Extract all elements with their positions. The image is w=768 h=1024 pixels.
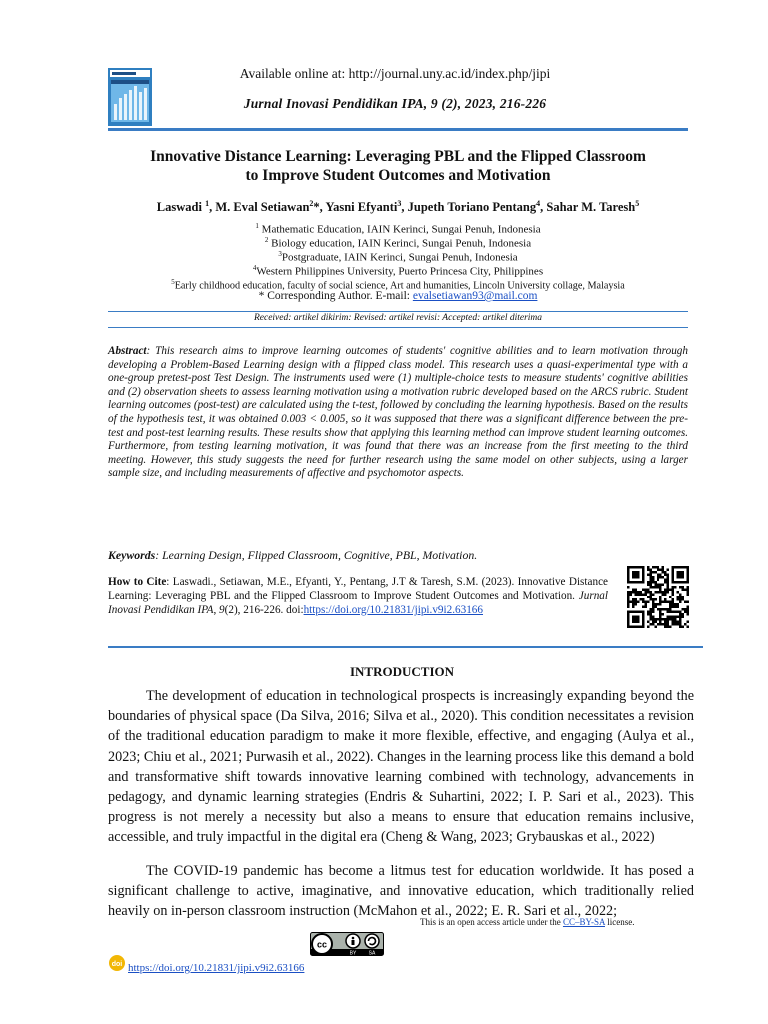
keywords-text: : Learning Design, Flipped Classroom, Cognitive, PBL, Motivation.: [155, 548, 478, 562]
received-dates: Received: artikel dikirim: Revised: artikel revisi: Accepted: artikel diterima: [253, 313, 543, 323]
affiliation-text: Postgraduate, IAIN Kerinci, Sungai Penuh, Indonesia: [281, 251, 518, 264]
title-line-2: to Improve Student Outcomes and Motivation: [245, 167, 551, 184]
affiliation-mark: 5: [171, 278, 175, 286]
keywords-label: Keywords: [108, 548, 156, 562]
introduction-paragraph-1: The development of education in technological prospects is increasingly expanding beyond the boundaries of physical space (Da Silva, 2016; Silva et al., 2020). This condition necessitates a revision of the traditional education paradigm to make it more flexible, effective, and engaging (Aulya et al., 2023; Chiu et al., 2021; Purwasih et al., 2022). Changes in the learning process like this demand a bold and transformative shift towards innovative learning combined with technology, advancements in pedagogy, and dynamic learning strategies (Endris & Suhartini, 2022; I. P. Sari et al., 2023). This progress is not merely a necessity but also a means to ensure that education remains inclusive, accessible, and truly impactful in the digital era (Cheng & Wang, 2023; Grybauskas et al., 2022): [108, 688, 694, 846]
available-online-line: Available online at: http://journal.uny.ac.id/index.php/jipi: [239, 66, 551, 81]
author-affiliation-mark: 3: [397, 199, 402, 208]
svg-text:SA: SA: [368, 950, 376, 956]
author-affiliation-mark: 1: [205, 199, 210, 208]
corresponding-label: * Corresponding Author. E-mail:: [258, 290, 413, 302]
affiliation-mark: 3: [278, 250, 282, 258]
author-affiliation-mark: 2: [309, 199, 314, 208]
footer-doi-link[interactable]: https://doi.org/10.21831/jipi.v9i2.63166: [128, 962, 305, 974]
corresponding-author: [108, 289, 688, 303]
corresponding-mark: *: [313, 200, 320, 215]
paper-title: [108, 147, 688, 185]
author-name: Jupeth Toriano Pentang: [407, 200, 537, 215]
doi-icon: [108, 954, 128, 972]
journal-cover-logo: [108, 68, 152, 126]
affiliation-text: Biology education, IAIN Kerinci, Sungai Penuh, Indonesia: [268, 237, 532, 250]
keywords: [108, 548, 688, 563]
section-rule: [108, 646, 703, 648]
cite-volume: 9: [219, 603, 225, 616]
svg-text:cc: cc: [316, 939, 328, 950]
received-rule-bottom: [108, 327, 688, 328]
affiliation-text: Western Philippines University, Puerto Princesa City, Philippines: [256, 265, 544, 278]
received-rule-top: [108, 311, 688, 312]
cite-volume-pre: ,: [213, 603, 220, 616]
affiliation-mark: 4: [252, 264, 257, 272]
author-list: Laswadi $^1$, M. Eval Setiawan$^2$*, Yasni Efyanti$^3$, Jupeth Toriano Pentang$^4$, Sahar M. Taresh$^5$: [156, 199, 640, 215]
cc-by-sa-badge-icon[interactable]: [310, 932, 384, 956]
license-link[interactable]: CC–BY-SA: [562, 917, 605, 927]
license-post-text: license.: [604, 917, 635, 927]
journal-citation-header: Jurnal Inovasi Pendidikan IPA, 9 (2), 2023, 216-226: [243, 96, 547, 111]
license-pre-text: This is an open access article under the: [420, 917, 563, 927]
cite-issue-pages: (2), 216-226. doi:: [224, 603, 304, 616]
affiliation-mark: 2: [264, 236, 269, 244]
author-name: Sahar M. Taresh: [546, 200, 636, 215]
introduction-paragraph-2: The COVID-19 pandemic has become a litmus test for education worldwide. It has posed a significant challenge to active, imaginative, and innovative education, which traditionally relied heavily on in-person classroom instruction (McMahon et al., 2022; E. R. Sari et al., 2022;: [108, 863, 694, 920]
abstract-text: : This research aims to improve learning outcomes of students' cognitive abilities and to learn motivation through developing a Problem-Based Learning design with a flipped class model. This research uses a quasi-experimental type with a one-group pretest-post Test Design. The instruments used were (1) multiple-choice tests to measure students' cognitive abilities and (2) observation sheets to assess learning motivation using a motivation rubric developed based on the ARCS rubric. Student learning outcomes (post-test) are calculated using the t-test, followed by concluding the learning hypothesis. Based on the results of the hypothesis test, it was obtained 0.003 < 0.005, so it was supposed that there was a significant difference between the pre-test and post-test learning results. These results show that applying this learning method can improve student learning outcomes. Furthermore, from testing learning motivation, it was found that there was an increase from the first meeting to the third meeting. However, this study suggests the need for further research using the same model on other subjects, using a larger sample size, and including measurements of affective and psychomotor aspects.: [108, 345, 688, 480]
abstract: [108, 345, 688, 481]
license-note: [420, 917, 720, 927]
cite-journal: Jurnal Inovasi Pendidikan IPA: [108, 589, 608, 616]
title-line-1: Innovative Distance Learning: Leveraging PBL and the Flipped Classroom: [150, 148, 646, 165]
author-affiliation-mark: 4: [536, 199, 541, 208]
abstract-label: Abstract: [108, 345, 147, 357]
author-name: Yasni Efyanti: [325, 200, 398, 215]
affiliation-text: Early childhood education, faculty of social science, Art and humanities, Lincoln University collage, Malaysia: [174, 280, 625, 292]
cite-doi-link[interactable]: https://doi.org/10.21831/jipi.v9i2.63166: [303, 603, 483, 616]
header-rule: [108, 128, 688, 131]
introduction-heading: INTRODUCTION: [349, 664, 454, 679]
svg-text:doi: doi: [111, 961, 123, 968]
affiliation-mark: 1: [255, 222, 259, 230]
how-to-cite: [108, 576, 608, 617]
cite-text: : Laswadi., Setiawan, M.E., Efyanti, Y., Pentang, J.T & Taresh, S.M. (2023). Innovative Distance Learning: Leveraging PBL and the Flipped Classroom to Improve Student Outcomes and Motivation.: [108, 576, 609, 602]
affiliation-text: Mathematic Education, IAIN Kerinci, Sungai Penuh, Indonesia: [258, 223, 541, 236]
author-affiliation-mark: 5: [635, 199, 640, 208]
author-name: Laswadi: [156, 200, 206, 215]
author-name: M. Eval Setiawan: [215, 200, 310, 215]
qr-code-icon: [627, 566, 689, 628]
corresponding-email-link[interactable]: evalsetiawan93@mail.com: [412, 290, 538, 302]
svg-text:BY: BY: [349, 950, 357, 956]
cite-label: How to Cite: [108, 576, 167, 588]
